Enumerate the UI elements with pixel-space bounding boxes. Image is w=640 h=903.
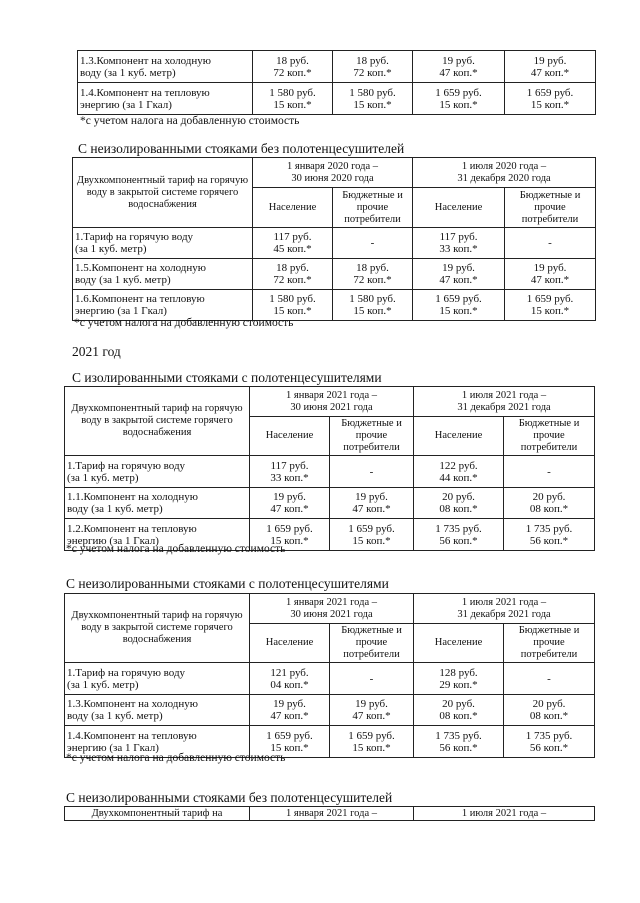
- row-label: 1.2.Компонент на тепловую энергию (за 1 Гкал): [65, 519, 250, 551]
- value-cell: 20 руб. 08 коп.*: [504, 695, 595, 726]
- value-cell: 1 659 руб. 15 коп.*: [505, 290, 596, 321]
- value-cell: 18 руб. 72 коп.*: [333, 259, 413, 290]
- row-label: 1.4.Компонент на тепловую энергию (за 1 Гкал): [65, 726, 250, 758]
- row-label: 1.1.Компонент на холодную воду (за 1 куб. метр): [65, 488, 250, 519]
- value-cell: 1 735 руб. 56 коп.*: [414, 726, 504, 758]
- value-cell: -: [504, 663, 595, 695]
- table-row: [65, 488, 595, 519]
- year-heading: 2021 год: [72, 344, 121, 359]
- row-label: 1.3.Компонент на холодную воду (за 1 куб. метр): [65, 695, 250, 726]
- column-header: Население: [250, 624, 330, 663]
- tariff-header: Двухкомпонентный тариф на горячую воду в закрытой системе горячего водоснабжения: [65, 387, 250, 456]
- value-cell: 1 580 руб. 15 коп.*: [253, 83, 333, 115]
- value-cell: 122 руб. 44 коп.*: [414, 456, 504, 488]
- column-header: Бюджетные и прочие потребители: [330, 624, 414, 663]
- row-label: 1.Тариф на горячую воду (за 1 куб. метр): [65, 456, 250, 488]
- row-label: 1.6.Компонент на тепловую энергию (за 1 Гкал): [73, 290, 253, 321]
- value-cell: 1 580 руб. 15 коп.*: [253, 290, 333, 321]
- table-row: [73, 228, 596, 259]
- value-cell: 1 735 руб. 56 коп.*: [504, 726, 595, 758]
- column-header: Население: [250, 417, 330, 456]
- column-header: Бюджетные и прочие потребители: [505, 188, 596, 228]
- table-row: [73, 290, 596, 321]
- value-cell: 1 659 руб. 15 коп.*: [250, 726, 330, 758]
- row-label: 1.5.Компонент на холодную воду (за 1 куб. метр): [73, 259, 253, 290]
- table-header-row: [65, 387, 595, 417]
- value-cell: 1 659 руб. 15 коп.*: [505, 83, 596, 115]
- vat-footnote: *с учетом налога на добавленную стоимость: [80, 115, 300, 127]
- value-cell: 128 руб. 29 коп.*: [414, 663, 504, 695]
- tariff-table-2021-noniso-notowel: [64, 806, 595, 821]
- value-cell: -: [333, 228, 413, 259]
- column-header: Население: [413, 188, 505, 228]
- value-cell: -: [330, 456, 414, 488]
- column-header: Население: [253, 188, 333, 228]
- value-cell: 1 580 руб. 15 коп.*: [333, 290, 413, 321]
- tariff-header: Двухкомпонентный тариф на горячую воду в закрытой системе горячего водоснабжения: [65, 594, 250, 663]
- row-label: 1.3.Компонент на холодную воду (за 1 куб. метр): [78, 51, 253, 83]
- value-cell: 19 руб. 47 коп.*: [330, 488, 414, 519]
- value-cell: 18 руб. 72 коп.*: [253, 51, 333, 83]
- value-cell: 1 659 руб. 15 коп.*: [330, 726, 414, 758]
- table-row: [65, 663, 595, 695]
- column-header: Бюджетные и прочие потребители: [330, 417, 414, 456]
- column-header: Население: [414, 417, 504, 456]
- value-cell: 20 руб. 08 коп.*: [504, 488, 595, 519]
- tariff-header: Двухкомпонентный тариф на горячую воду в закрытой системе горячего водоснабжения: [73, 158, 253, 228]
- section-heading: С неизолированными стояками с полотенцесушителями: [66, 576, 389, 591]
- period-header: 1 января 2020 года – 30 июня 2020 года: [253, 158, 413, 188]
- table-header-row: [73, 158, 596, 188]
- value-cell: 121 руб. 04 коп.*: [250, 663, 330, 695]
- value-cell: 19 руб. 47 коп.*: [505, 259, 596, 290]
- period-header: 1 июля 2021 года – 31 декабря 2021 года: [414, 594, 595, 624]
- value-cell: 19 руб. 47 коп.*: [250, 695, 330, 726]
- period-header: 1 января 2021 года –: [250, 807, 414, 821]
- period-header: 1 июля 2021 года –: [414, 807, 595, 821]
- value-cell: -: [504, 456, 595, 488]
- value-cell: -: [505, 228, 596, 259]
- row-label: 1.4.Компонент на тепловую энергию (за 1 Гкал): [78, 83, 253, 115]
- section-heading: С изолированными стояками с полотенцесушителями: [72, 370, 382, 385]
- section-heading: С неизолированными стояками без полотенцесушителей: [66, 790, 393, 805]
- table-row: [78, 83, 596, 115]
- table-row: [65, 456, 595, 488]
- value-cell: 19 руб. 47 коп.*: [413, 51, 505, 83]
- value-cell: 1 735 руб. 56 коп.*: [504, 519, 595, 551]
- value-cell: 1 580 руб. 15 коп.*: [333, 83, 413, 115]
- value-cell: 1 659 руб. 15 коп.*: [250, 519, 330, 551]
- column-header: Население: [414, 624, 504, 663]
- column-header: Бюджетные и прочие потребители: [504, 417, 595, 456]
- value-cell: 20 руб. 08 коп.*: [414, 488, 504, 519]
- tariff-table-2021-iso: [64, 386, 595, 551]
- table-header-row: [65, 807, 595, 821]
- value-cell: 117 руб. 45 коп.*: [253, 228, 333, 259]
- tariff-table-2020-noniso: [72, 157, 596, 321]
- column-header: Бюджетные и прочие потребители: [504, 624, 595, 663]
- period-header: 1 июля 2020 года – 31 декабря 2020 года: [413, 158, 596, 188]
- value-cell: 1 659 руб. 15 коп.*: [413, 290, 505, 321]
- table-row: [73, 259, 596, 290]
- value-cell: 117 руб. 33 коп.*: [413, 228, 505, 259]
- tariff-table-2020-iso-continued: [77, 50, 596, 115]
- value-cell: 18 руб. 72 коп.*: [253, 259, 333, 290]
- period-header: 1 июля 2021 года – 31 декабря 2021 года: [414, 387, 595, 417]
- value-cell: 20 руб. 08 коп.*: [414, 695, 504, 726]
- vat-footnote: *с учетом налога на добавленную стоимость: [66, 752, 286, 764]
- value-cell: 19 руб. 47 коп.*: [505, 51, 596, 83]
- table-header-row: [65, 594, 595, 624]
- value-cell: 1 735 руб. 56 коп.*: [414, 519, 504, 551]
- value-cell: 19 руб. 47 коп.*: [330, 695, 414, 726]
- column-header: Бюджетные и прочие потребители: [333, 188, 413, 228]
- value-cell: 19 руб. 47 коп.*: [413, 259, 505, 290]
- value-cell: 1 659 руб. 15 коп.*: [413, 83, 505, 115]
- value-cell: 117 руб. 33 коп.*: [250, 456, 330, 488]
- value-cell: -: [330, 663, 414, 695]
- table-row: [78, 51, 596, 83]
- period-header: 1 января 2021 года – 30 июня 2021 года: [250, 594, 414, 624]
- vat-footnote: *с учетом налога на добавленную стоимость: [66, 543, 286, 555]
- table-row: [65, 695, 595, 726]
- tariff-table-2021-noniso-towel: [64, 593, 595, 758]
- row-label: 1.Тариф на горячую воду (за 1 куб. метр): [73, 228, 253, 259]
- value-cell: 1 659 руб. 15 коп.*: [330, 519, 414, 551]
- vat-footnote: *с учетом налога на добавленную стоимость: [74, 317, 294, 329]
- row-label: 1.Тариф на горячую воду (за 1 куб. метр): [65, 663, 250, 695]
- value-cell: 18 руб. 72 коп.*: [333, 51, 413, 83]
- section-heading: С неизолированными стояками без полотенцесушителей: [78, 141, 405, 156]
- period-header: 1 января 2021 года – 30 июня 2021 года: [250, 387, 414, 417]
- value-cell: 19 руб. 47 коп.*: [250, 488, 330, 519]
- tariff-header: Двухкомпонентный тариф на: [65, 807, 250, 821]
